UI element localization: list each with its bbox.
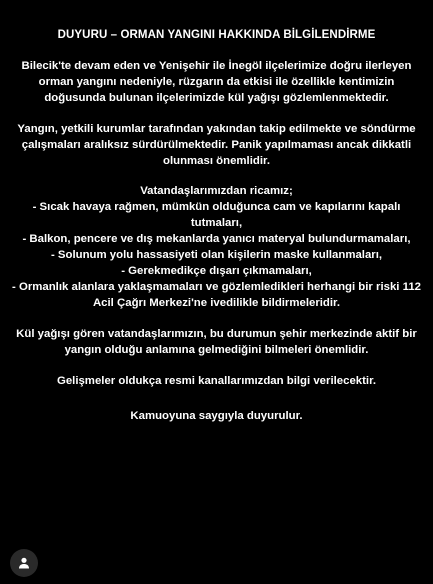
request-list	[12, 200, 421, 311]
request-item: - Solunum yolu hassasiyeti olan kişilerin maske kullanmaları,	[50, 249, 383, 262]
request-item: - Ormanlık alanlara yaklaşmamaları ve gözlemledikleri herhangi bir riski 112 Acil Çağrı Merkezi'ne ivedilikle bildirmeleridir.	[12, 280, 422, 309]
paragraph-no-city-fire: Kül yağışı gören vatandaşlarımızın, bu durumun şehir merkezinde aktif bir yangın olduğu anlamına gelmediğini bilmeleri önemlidir.	[16, 327, 417, 356]
request-item: - Gerekmedikçe dışarı çıkmamaları,	[121, 264, 312, 277]
request-item: - Balkon, pencere ve dış mekanlarda yanıcı materyal bulundurmamaları,	[22, 233, 411, 246]
paragraph-fire-status: Yangın, yetkili kurumlar tarafından yakından takip edilmekte ve söndürme çalışmaları aralıksız sürdürülmektedir. Panik yapılmaması ancak dikkatli olunması önemlidir.	[17, 122, 416, 167]
request-list-intro: Vatandaşlarımızdan ricamız;	[140, 185, 293, 198]
paragraph-updates: Gelişmeler oldukça resmi kanallarımızdan bilgi verilecektir.	[56, 374, 377, 387]
profile-avatar-button[interactable]	[10, 549, 38, 577]
request-list-block	[12, 184, 421, 311]
announcement-title: DUYURU – ORMAN YANGINI HAKKINDA BİLGİLENDİRME	[57, 29, 376, 41]
person-icon	[17, 556, 31, 570]
request-item: - Sıcak havaya rağmen, mümkün olduğunca cam ve kapılarını kapalı tutmaları,	[32, 201, 401, 230]
closing-line: Kamuoyuna saygıyla duyurulur.	[130, 410, 303, 423]
paragraph-ash-fall: Bilecik'te devam eden ve Yenişehir ile İnegöl ilçelerimize doğru ilerleyen orman yangını nedeniyle, rüzgarın da etkisi ile özellikle kentimizin doğusunda bulunan ilçelerimizde kül yağışı gözlemlenmektedir.	[21, 60, 412, 104]
